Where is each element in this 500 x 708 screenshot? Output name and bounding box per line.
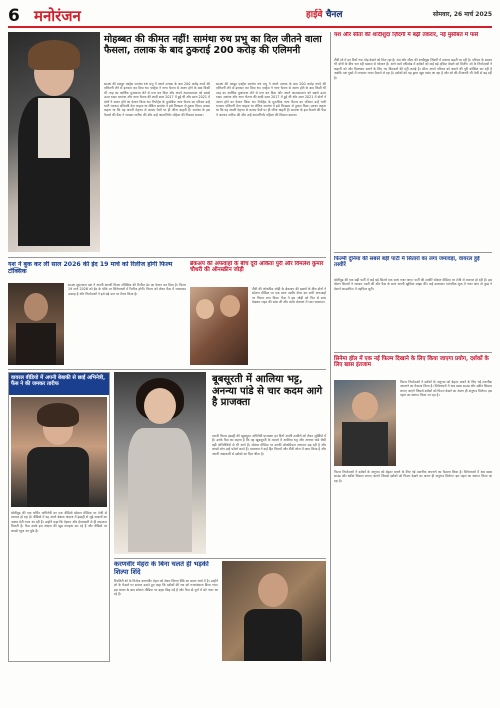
left-box-story bbox=[8, 372, 110, 662]
bottom-right-photo bbox=[334, 380, 396, 466]
feature-story bbox=[114, 372, 326, 556]
divider bbox=[334, 252, 492, 253]
lead-headline: मोहब्बत की कीमत नहीं! सामंथा रुथ प्रभु का दिल जीतने वाला फैसला, तलाक के बाद ठुकराई 200 करोड़ की एलिमनी bbox=[104, 34, 322, 57]
feature-body: मराठी फिल्म इंडस्ट्री की खूबसूरत अभिनेत्री प्राजक्ता इन दिनों अपनी तस्वीरों को लेकर सुर्खियों में हैं। उनके फैंस का कहना है कि वह खूबसूरती के मामले में आलिया भट्ट और अनन्या पांडे जैसी बड़ी अभिनेत्रियों से भी आगे हैं। सोशल मीडिया पर उनकी लोकप्रियता लगातार बढ़ रही है और लाखों लोग उन्हें फॉलो करते हैं। प्राजक्ता ने कई हिट फिल्मों और टीवी शोज में काम किया है और अपनी अदाकारी से दर्शकों का दिल जीता है। bbox=[212, 434, 326, 456]
lead-photo bbox=[8, 32, 100, 252]
bottom-mid-headline: करणवीर मेहरा के बिना चलते ही भड़कीं शिल्पा शिंदे bbox=[114, 561, 209, 576]
left-box-body: बॉलीवुड की एक चर्चित अभिनेत्री का एक वीडियो सोशल मीडिया पर तेजी से वायरल हो रहा है। वीडियो में वह अपने बेबाक अंदाज में इंडस्ट्री से जुड़े सवालों का जवाब देती नजर आ रही हैं। उन्होंने कहा कि मेहनत और ईमानदारी से ही सफलता मिलती है। फैंस उनके इस अंदाज की खूब सराहना कर रहे हैं और वीडियो पर लाखों व्यूज आ चुके हैं। bbox=[11, 511, 107, 533]
right-top-story bbox=[334, 32, 492, 250]
divider bbox=[8, 257, 326, 258]
right-mid-body: बॉलीवुड की एक बड़ी पार्टी में कई बड़े सितारे एक साथ नजर आए। पार्टी की तस्वीरें सोशल मीडिया पर तेजी से वायरल हो रही हैं। इस दौरान सितारों ने जमकर मस्ती की और फैंस के साथ अपनी खुशियां साझा कीं। कई कलाकार पारंपरिक लुक में नजर आए तो कुछ ने वेस्टर्न आउटफिट में महफिल लूटी। bbox=[334, 278, 492, 291]
right-top-body: टीवी शो में इन दिनों नया मोड़ देखने को मिल रहा है। यश और सीता की शादीशुदा जिंदगी में तकरार बढ़ती जा रही है। परिवार के सदस्य भी दोनों के बीच चल रही खटास से परेशान हैं। आने वाले एपिसोड में दर्शकों को कई बड़े ट्विस्ट देखने को मिलेंगे। शो के निर्माताओं ने कहानी को और दिलचस्प बनाने के लिए नए किरदारों की एंट्री कराई है। सीता अपने परिवार को बचाने की पूरी कोशिश कर रही है जबकि यश गुस्से में लगातार गलत फैसले ले रहा है। दर्शकों को यह ड्रामा खूब पसंद आ रहा है और शो की टीआरपी भी तेजी से बढ़ रही है। bbox=[334, 58, 492, 80]
mid-right-story bbox=[190, 261, 326, 367]
lead-body-col2: साउथ की मशहूर एक्ट्रेस सामंथा रुथ प्रभु ने अपने तलाक के बाद 200 करोड़ रुपये की एलिमनी लेने से इनकार कर दिया था। एक्ट्रेस ने नागा चैतन्य से अलग होने के बाद किसी भी तरह का आर्थिक मुआवजा लेने से मना कर दिया और अपने आत्मसम्मान को सबसे ऊपर रखा। सामंथा और नागा चैतन्य की शादी साल 2017 में हुई थी और साल 2021 में दोनों ने अलग होने का ऐलान किया था। रिपोर्ट्स के मुताबिक नागा चैतन्य का परिवार उन्हें भारी भरकम एलिमनी देना चाहता था लेकिन सामंथा ने इसे विनम्रता से ठुकरा दिया। उनका कहना था कि वह अपनी मेहनत से कमाए पैसों पर ही जीना चाहती हैं। सामंथा के इस फैसले की फैंस ने जमकर तारीफ की और उन्हें आत्मनिर्भर महिला की मिसाल बताया। bbox=[216, 82, 326, 117]
dateline: सोमवार, 26 मार्च 2025 bbox=[432, 11, 492, 18]
left-box-photo bbox=[11, 397, 107, 507]
mid-right-body: टीवी की लोकप्रिय जोड़ी के ब्रेकअप की खबरों के बीच दोनों ने सोशल मीडिया पर एक साथ तस्वीर शेयर कर सभी अफवाहों पर विराम लगा दिया। फैंस ने इस जोड़ी को फिर से साथ देखकर राहत की सांस ली और कमेंट सेक्शन में प्यार बरसाया। bbox=[252, 287, 326, 305]
right-mid-story bbox=[334, 256, 492, 348]
brand-right: चैनल bbox=[325, 10, 343, 20]
page-number: 6 bbox=[8, 6, 20, 26]
feature-photo bbox=[114, 372, 206, 554]
column-divider bbox=[330, 32, 331, 662]
lead-body-col1: साउथ की मशहूर एक्ट्रेस सामंथा रुथ प्रभु ने अपने तलाक के बाद 200 करोड़ रुपये की एलिमनी लेने से इनकार कर दिया था। एक्ट्रेस ने नागा चैतन्य से अलग होने के बाद किसी भी तरह का आर्थिक मुआवजा लेने से मना कर दिया और अपने आत्मसम्मान को सबसे ऊपर रखा। सामंथा और नागा चैतन्य की शादी साल 2017 में हुई थी और साल 2021 में दोनों ने अलग होने का ऐलान किया था। रिपोर्ट्स के मुताबिक नागा चैतन्य का परिवार उन्हें भारी भरकम एलिमनी देना चाहता था लेकिन सामंथा ने इसे विनम्रता से ठुकरा दिया। उनका कहना था कि वह अपनी मेहनत से कमाए पैसों पर ही जीना चाहती हैं। सामंथा के इस फैसले की फैंस ने जमकर तारीफ की और उन्हें आत्मनिर्भर महिला की मिसाल बताया। bbox=[104, 82, 210, 117]
masthead bbox=[8, 6, 492, 28]
bottom-right-story bbox=[334, 352, 492, 662]
mid-left-headline: यश ने बुक कर ली साल 2026 की ईद 19 मार्च को रिलीज होगी फिल्म टॉक्सिक bbox=[8, 261, 173, 276]
brand-left: हाईवे bbox=[306, 10, 323, 20]
bottom-right-headline: सिनेमा हॉल में एक नई फिल्म दिखाने के लिए किया जाएगा प्रयोग, दर्शकों के लिए खास इंतजाम bbox=[334, 356, 489, 369]
mid-left-body: साउथ सुपरस्टार यश ने अपनी अगली फिल्म टॉक्सिक की रिलीज डेट का ऐलान कर दिया है। फिल्म 19 मार्च 2026 को ईद के मौके पर सिनेमाघरों में रिलीज होगी। फिल्म को लेकर फैंस में जबरदस्त उत्साह है और निर्माताओं ने इसे बड़े स्तर पर तैयार किया है। bbox=[68, 283, 186, 296]
mid-right-photo bbox=[190, 287, 248, 365]
section-title: मनोरंजन bbox=[34, 7, 81, 25]
right-top-headline: यश और सीता की शादीशुदा ज़िंदगी में बढ़ी तकरार, नई मुसीबत में फंसे bbox=[334, 32, 479, 38]
lead-story bbox=[8, 32, 326, 254]
bottom-mid-body: रियलिटी शो के विजेता करणवीर मेहरा को लेकर शिल्पा शिंदे का बयान चर्चा में है। उन्होंने शो के फैसले पर सवाल उठाते हुए कहा कि दर्शकों की राय को नजरअंदाज किया गया। इस बयान के बाद सोशल मीडिया पर बहस छिड़ गई है और फैंस दो गुटों में बंटे नजर आ रहे हैं। bbox=[114, 579, 218, 597]
newspaper-brand bbox=[306, 9, 343, 21]
right-mid-headline: फिल्मी दुनिया की सबसे बड़ी पार्टी में सितारों का लगा जमावड़ा, वायरल हुईं तस्वीरें bbox=[334, 256, 480, 269]
bottom-right-body-cont: फिल्म निर्माताओं ने दर्शकों के अनुभव को बेहतर बनाने के लिए नई तकनीक अपनाने का फैसला किया है। सिनेमाघरों में अब खास साउंड और स्क्रीन सिस्टम लगाए जाएंगे जिससे दर्शकों को फिल्म देखने का अलग ही अनुभव मिलेगा। इस पहल का स्वागत किया जा रहा है। bbox=[334, 470, 492, 483]
mid-left-story bbox=[8, 261, 186, 367]
bottom-mid-story bbox=[114, 561, 326, 662]
divider bbox=[114, 558, 326, 559]
bottom-right-body: फिल्म निर्माताओं ने दर्शकों के अनुभव को बेहतर बनाने के लिए नई तकनीक अपनाने का फैसला किया है। सिनेमाघरों में अब खास साउंड और स्क्रीन सिस्टम लगाए जाएंगे जिससे दर्शकों को फिल्म देखने का अलग ही अनुभव मिलेगा। इस पहल का स्वागत किया जा रहा है। bbox=[400, 380, 492, 398]
left-box-headline: वायरल वीडियो में अपनी बेबाकी से छाईं अभिनेत्री, फैंस ने की जमकर तारीफ bbox=[9, 373, 109, 395]
feature-headline: बूबसूरती में आलिया भट्ट, अनन्या पांडे से चार कदम आगे है प्राजक्ता bbox=[212, 374, 323, 408]
divider bbox=[8, 369, 326, 370]
bottom-mid-photo bbox=[222, 561, 326, 661]
mid-right-headline: ब्रेकअप की अफवाहों के बीच दूरी अंकिता पुरी और विमलेश कुमार चौधरी की ऑनस्क्रीन जोड़ी bbox=[190, 261, 324, 274]
mid-left-photo bbox=[8, 283, 64, 365]
